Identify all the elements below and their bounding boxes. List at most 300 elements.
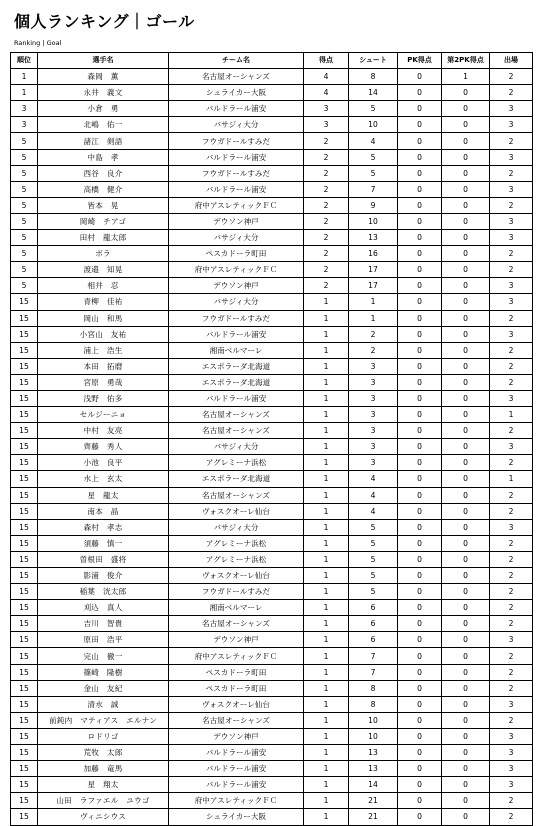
cell-goals: 2 [304,181,349,197]
cell-goals: 1 [304,326,349,342]
cell-appearances: 1 [490,471,533,487]
cell-shots: 10 [349,728,398,744]
cell-player: 岡崎 チアゴ [38,213,169,229]
cell-player: 稲葉 洸太郎 [38,584,169,600]
cell-shots: 8 [349,696,398,712]
cell-rank: 15 [11,358,38,374]
cell-shots: 4 [349,487,398,503]
cell-rank: 5 [11,133,38,149]
cell-rank: 5 [11,213,38,229]
cell-shots: 4 [349,471,398,487]
cell-shots: 17 [349,278,398,294]
cell-rank: 15 [11,809,38,825]
cell-player: 西谷 良介 [38,165,169,181]
cell-shots: 4 [349,133,398,149]
cell-appearances: 2 [490,680,533,696]
cell-pk-goals: 0 [398,326,442,342]
table-row [11,149,533,165]
cell-appearances: 2 [490,85,533,101]
cell-second-pk-goals: 0 [442,503,490,519]
cell-pk-goals: 0 [398,423,442,439]
cell-player: 田村 龍太郎 [38,230,169,246]
cell-goals: 1 [304,407,349,423]
cell-team: 名古屋オーシャンズ [169,487,304,503]
cell-player: 小倉 勇 [38,101,169,117]
cell-player: 渡邉 知晃 [38,262,169,278]
table-row [11,616,533,632]
cell-second-pk-goals: 0 [442,246,490,262]
table-row [11,165,533,181]
cell-rank: 15 [11,407,38,423]
cell-shots: 6 [349,600,398,616]
cell-shots: 17 [349,262,398,278]
cell-second-pk-goals: 0 [442,133,490,149]
cell-rank: 15 [11,342,38,358]
table-row [11,600,533,616]
cell-pk-goals: 0 [398,600,442,616]
cell-pk-goals: 0 [398,310,442,326]
cell-player: 浦上 浩生 [38,342,169,358]
cell-player: 宮原 勇哉 [38,374,169,390]
cell-player: 加藤 竜馬 [38,761,169,777]
cell-rank: 15 [11,793,38,809]
cell-pk-goals: 0 [398,117,442,133]
cell-player: 皆本 晃 [38,197,169,213]
cell-pk-goals: 0 [398,551,442,567]
table-row [11,471,533,487]
cell-pk-goals: 0 [398,69,442,85]
cell-shots: 3 [349,439,398,455]
cell-team: フウガドールすみだ [169,133,304,149]
cell-rank: 15 [11,471,38,487]
cell-shots: 5 [349,584,398,600]
table-row [11,793,533,809]
cell-shots: 3 [349,374,398,390]
table-header-row [11,53,533,69]
cell-second-pk-goals: 0 [442,310,490,326]
cell-rank: 15 [11,584,38,600]
cell-appearances: 2 [490,584,533,600]
cell-second-pk-goals: 0 [442,358,490,374]
cell-team: 府中アスレティックＦＣ [169,197,304,213]
cell-goals: 2 [304,133,349,149]
cell-team: 名古屋オーシャンズ [169,712,304,728]
table-row [11,584,533,600]
cell-goals: 1 [304,745,349,761]
cell-rank: 15 [11,326,38,342]
table-row [11,712,533,728]
cell-pk-goals: 0 [398,793,442,809]
cell-second-pk-goals: 0 [442,455,490,471]
table-row [11,390,533,406]
cell-goals: 3 [304,101,349,117]
cell-second-pk-goals: 0 [442,278,490,294]
cell-team: フウガドールすみだ [169,310,304,326]
cell-pk-goals: 0 [398,278,442,294]
cell-player: 森村 孝志 [38,519,169,535]
cell-player: 小池 良平 [38,455,169,471]
cell-shots: 21 [349,793,398,809]
cell-appearances: 2 [490,487,533,503]
cell-player: 中村 友亮 [38,423,169,439]
cell-rank: 15 [11,568,38,584]
cell-goals: 1 [304,294,349,310]
cell-player: 相井 忍 [38,278,169,294]
cell-pk-goals: 0 [398,439,442,455]
cell-shots: 14 [349,85,398,101]
cell-goals: 1 [304,584,349,600]
cell-pk-goals: 0 [398,584,442,600]
table-row [11,551,533,567]
cell-goals: 1 [304,439,349,455]
cell-goals: 1 [304,761,349,777]
cell-pk-goals: 0 [398,471,442,487]
cell-team: デウソン神戸 [169,728,304,744]
cell-appearances: 2 [490,262,533,278]
cell-appearances: 3 [490,439,533,455]
cell-shots: 5 [349,165,398,181]
cell-appearances: 3 [490,181,533,197]
table-row [11,294,533,310]
cell-pk-goals: 0 [398,133,442,149]
cell-team: 名古屋オーシャンズ [169,423,304,439]
cell-appearances: 2 [490,133,533,149]
table-row [11,310,533,326]
cell-player: 完山 徹一 [38,648,169,664]
cell-player: 青柳 佳祐 [38,294,169,310]
cell-pk-goals: 0 [398,632,442,648]
cell-pk-goals: 0 [398,165,442,181]
cell-goals: 1 [304,568,349,584]
cell-rank: 1 [11,85,38,101]
cell-player: 金山 友紀 [38,680,169,696]
table-row [11,69,533,85]
table-row [11,680,533,696]
cell-team: ヴォスクオーレ仙台 [169,503,304,519]
cell-rank: 15 [11,439,38,455]
cell-rank: 15 [11,519,38,535]
cell-appearances: 3 [490,101,533,117]
cell-shots: 5 [349,519,398,535]
cell-second-pk-goals: 1 [442,69,490,85]
cell-goals: 1 [304,777,349,793]
cell-team: シュライカー大阪 [169,809,304,825]
cell-team: バサジィ大分 [169,117,304,133]
cell-goals: 1 [304,600,349,616]
cell-second-pk-goals: 0 [442,165,490,181]
table-row [11,777,533,793]
cell-goals: 2 [304,149,349,165]
cell-pk-goals: 0 [398,712,442,728]
cell-goals: 1 [304,519,349,535]
cell-rank: 5 [11,165,38,181]
cell-second-pk-goals: 0 [442,616,490,632]
cell-appearances: 2 [490,664,533,680]
cell-second-pk-goals: 0 [442,197,490,213]
cell-shots: 13 [349,761,398,777]
cell-second-pk-goals: 0 [442,423,490,439]
cell-goals: 1 [304,712,349,728]
cell-rank: 15 [11,423,38,439]
cell-team: アグレミーナ浜松 [169,551,304,567]
cell-rank: 15 [11,503,38,519]
cell-second-pk-goals: 0 [442,809,490,825]
cell-appearances: 1 [490,407,533,423]
table-row [11,519,533,535]
cell-player: 前鈍内 マティアス エルナン [38,712,169,728]
cell-player: 南本 晶 [38,503,169,519]
table-row [11,85,533,101]
cell-team: バルドラール浦安 [169,745,304,761]
cell-team: ペスカドーラ町田 [169,246,304,262]
table-row [11,455,533,471]
cell-player: 星 翔太 [38,777,169,793]
cell-player: 齊藤 秀人 [38,439,169,455]
cell-team: ペスカドーラ町田 [169,680,304,696]
cell-pk-goals: 0 [398,294,442,310]
cell-shots: 8 [349,69,398,85]
cell-rank: 5 [11,230,38,246]
cell-team: エスポラーダ北海道 [169,374,304,390]
cell-team: バルドラール浦安 [169,777,304,793]
table-row [11,568,533,584]
cell-shots: 5 [349,568,398,584]
cell-second-pk-goals: 0 [442,85,490,101]
cell-rank: 5 [11,246,38,262]
cell-rank: 15 [11,390,38,406]
cell-player: 本田 拓磨 [38,358,169,374]
table-row [11,503,533,519]
cell-rank: 15 [11,712,38,728]
cell-rank: 15 [11,535,38,551]
table-row [11,535,533,551]
cell-goals: 4 [304,85,349,101]
cell-rank: 15 [11,632,38,648]
cell-second-pk-goals: 0 [442,390,490,406]
cell-pk-goals: 0 [398,407,442,423]
cell-second-pk-goals: 0 [442,149,490,165]
header-shots: シュート [349,53,398,69]
cell-player: 水上 玄太 [38,471,169,487]
cell-appearances: 3 [490,728,533,744]
cell-appearances: 2 [490,616,533,632]
cell-appearances: 2 [490,809,533,825]
cell-pk-goals: 0 [398,519,442,535]
cell-appearances: 3 [490,519,533,535]
cell-rank: 15 [11,664,38,680]
cell-appearances: 3 [490,777,533,793]
cell-rank: 5 [11,181,38,197]
cell-shots: 3 [349,407,398,423]
cell-second-pk-goals: 0 [442,600,490,616]
cell-rank: 15 [11,648,38,664]
cell-rank: 15 [11,696,38,712]
cell-goals: 2 [304,165,349,181]
cell-player: 曽根田 盛将 [38,551,169,567]
cell-pk-goals: 0 [398,85,442,101]
cell-rank: 1 [11,69,38,85]
cell-goals: 1 [304,390,349,406]
cell-pk-goals: 0 [398,761,442,777]
table-row [11,407,533,423]
cell-appearances: 2 [490,197,533,213]
cell-goals: 1 [304,455,349,471]
cell-shots: 3 [349,423,398,439]
cell-shots: 9 [349,197,398,213]
cell-pk-goals: 0 [398,777,442,793]
cell-second-pk-goals: 0 [442,696,490,712]
table-row [11,101,533,117]
table-row [11,278,533,294]
cell-goals: 1 [304,471,349,487]
cell-appearances: 2 [490,423,533,439]
cell-player: 諸江 剣語 [38,133,169,149]
cell-second-pk-goals: 0 [442,664,490,680]
cell-pk-goals: 0 [398,262,442,278]
cell-appearances: 2 [490,535,533,551]
cell-player: セルジーニョ [38,407,169,423]
cell-rank: 15 [11,455,38,471]
cell-shots: 10 [349,712,398,728]
cell-second-pk-goals: 0 [442,326,490,342]
cell-appearances: 2 [490,246,533,262]
header-player: 選手名 [38,53,169,69]
cell-pk-goals: 0 [398,728,442,744]
cell-team: エスポラーダ北海道 [169,471,304,487]
table-row [11,197,533,213]
header-rank: 順位 [11,53,38,69]
cell-team: 府中アスレティックＦＣ [169,262,304,278]
cell-pk-goals: 0 [398,503,442,519]
cell-second-pk-goals: 0 [442,761,490,777]
cell-goals: 1 [304,423,349,439]
cell-second-pk-goals: 0 [442,101,490,117]
cell-rank: 5 [11,197,38,213]
cell-second-pk-goals: 0 [442,648,490,664]
table-row [11,423,533,439]
cell-pk-goals: 0 [398,745,442,761]
cell-appearances: 2 [490,568,533,584]
cell-goals: 1 [304,310,349,326]
cell-shots: 13 [349,230,398,246]
cell-second-pk-goals: 0 [442,439,490,455]
cell-pk-goals: 0 [398,358,442,374]
cell-goals: 3 [304,117,349,133]
cell-appearances: 2 [490,374,533,390]
cell-second-pk-goals: 0 [442,374,490,390]
cell-pk-goals: 0 [398,181,442,197]
cell-rank: 15 [11,551,38,567]
table-row [11,487,533,503]
cell-shots: 1 [349,310,398,326]
cell-appearances: 3 [490,230,533,246]
cell-team: 湘南ベルマーレ [169,342,304,358]
cell-shots: 5 [349,149,398,165]
cell-second-pk-goals: 0 [442,262,490,278]
cell-second-pk-goals: 0 [442,487,490,503]
cell-team: バルドラール浦安 [169,149,304,165]
cell-player: ロドリゴ [38,728,169,744]
cell-team: 湘南ベルマーレ [169,600,304,616]
cell-team: デウソン神戸 [169,278,304,294]
cell-player: 中島 孝 [38,149,169,165]
cell-pk-goals: 0 [398,455,442,471]
cell-pk-goals: 0 [398,101,442,117]
cell-goals: 2 [304,197,349,213]
cell-goals: 1 [304,535,349,551]
cell-appearances: 2 [490,358,533,374]
cell-second-pk-goals: 0 [442,407,490,423]
cell-goals: 1 [304,616,349,632]
cell-shots: 1 [349,294,398,310]
cell-team: 名古屋オーシャンズ [169,407,304,423]
cell-player: 山田 ラファエル ユウゴ [38,793,169,809]
cell-second-pk-goals: 0 [442,519,490,535]
cell-appearances: 3 [490,632,533,648]
cell-appearances: 2 [490,69,533,85]
cell-second-pk-goals: 0 [442,213,490,229]
cell-appearances: 3 [490,149,533,165]
cell-player: 須藤 慎一 [38,535,169,551]
cell-player: 森岡 薫 [38,69,169,85]
cell-appearances: 2 [490,551,533,567]
cell-shots: 16 [349,246,398,262]
cell-goals: 1 [304,374,349,390]
cell-appearances: 3 [490,696,533,712]
cell-team: アグレミーナ浜松 [169,455,304,471]
cell-appearances: 2 [490,165,533,181]
cell-team: ペスカドーラ町田 [169,664,304,680]
cell-player: 篠崎 隆樹 [38,664,169,680]
cell-shots: 3 [349,358,398,374]
cell-team: バルドラール浦安 [169,761,304,777]
cell-pk-goals: 0 [398,680,442,696]
cell-team: バルドラール浦安 [169,101,304,117]
cell-goals: 1 [304,487,349,503]
cell-second-pk-goals: 0 [442,680,490,696]
table-row [11,728,533,744]
cell-pk-goals: 0 [398,535,442,551]
cell-appearances: 3 [490,761,533,777]
cell-player: 原田 浩平 [38,632,169,648]
table-row [11,181,533,197]
cell-team: 名古屋オーシャンズ [169,616,304,632]
cell-goals: 2 [304,278,349,294]
cell-player: ボラ [38,246,169,262]
cell-rank: 15 [11,294,38,310]
header-team: チーム名 [169,53,304,69]
cell-rank: 5 [11,262,38,278]
cell-goals: 1 [304,696,349,712]
cell-shots: 5 [349,551,398,567]
table-row [11,696,533,712]
cell-second-pk-goals: 0 [442,793,490,809]
table-row [11,745,533,761]
cell-player: 小宮山 友祐 [38,326,169,342]
cell-goals: 1 [304,728,349,744]
cell-player: 浅野 佑多 [38,390,169,406]
cell-team: バサジィ大分 [169,230,304,246]
cell-pk-goals: 0 [398,390,442,406]
cell-pk-goals: 0 [398,246,442,262]
cell-team: エスポラーダ北海道 [169,358,304,374]
cell-team: バルドラール浦安 [169,390,304,406]
cell-shots: 7 [349,181,398,197]
cell-pk-goals: 0 [398,696,442,712]
cell-player: ヴィニシウス [38,809,169,825]
table-row [11,133,533,149]
cell-rank: 15 [11,728,38,744]
